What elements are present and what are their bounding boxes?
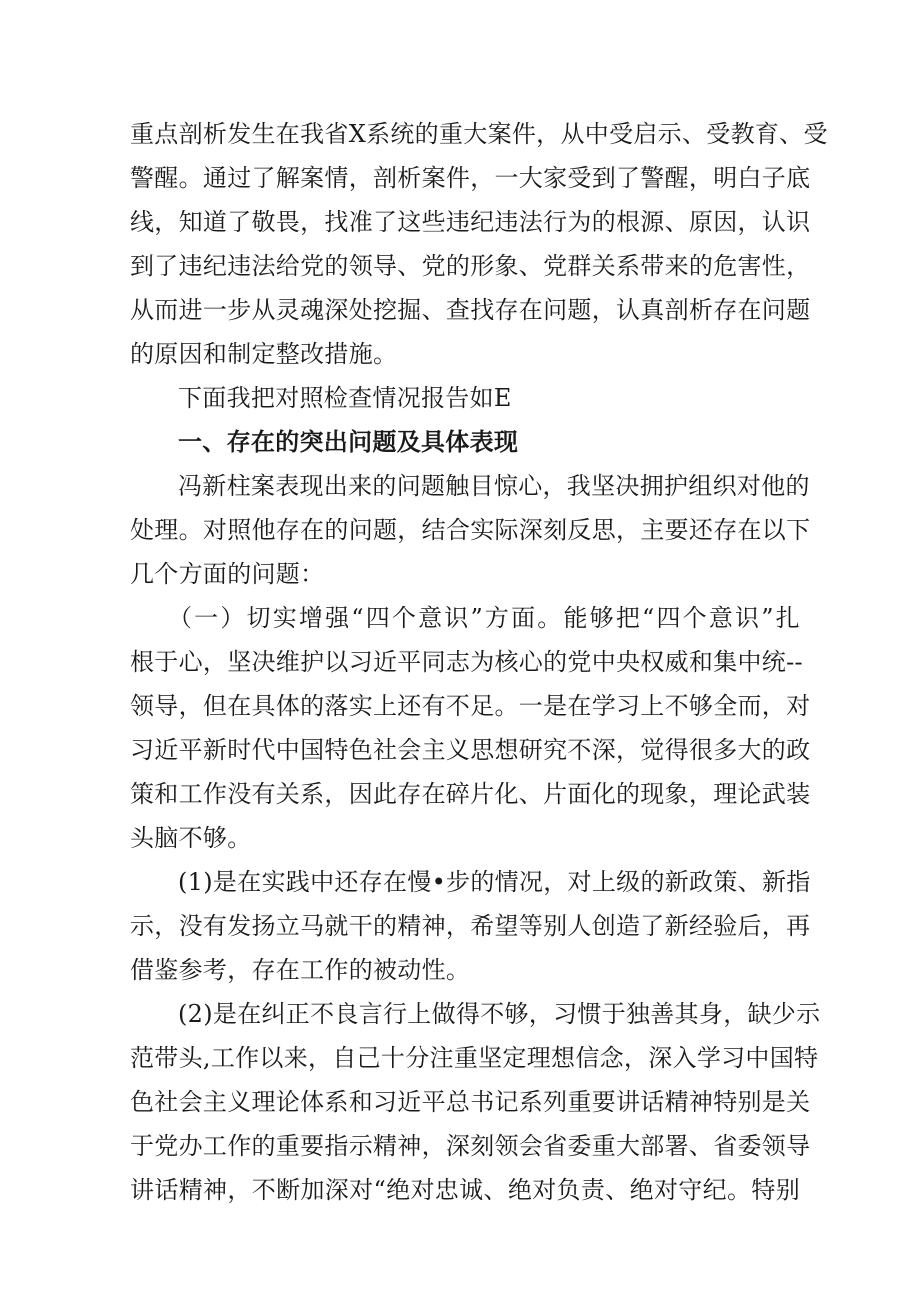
- numbered-item-line: (1)是在实践中还存在慢•步的情况，对上级的新政策、新指: [178, 868, 811, 896]
- paragraph-line: 冯新柱案表现出来的问题触目惊心，我坚决拥护组织对他的: [178, 472, 810, 500]
- paragraph-line: 讲话精神，不断加深对“绝对忠诚、绝对负责、绝对守纪。特别: [130, 1176, 800, 1204]
- paragraph-line: 借鉴参考，存在工作的被动性。: [130, 956, 471, 984]
- paragraph-line: 于党办工作的重要指示精神，深刻领会省委重大部署、省委领导: [130, 1132, 811, 1160]
- paragraph-line: 色社会主义理论体系和习近平总书记系列重要讲话精神特别是关: [130, 1088, 811, 1116]
- paragraph-line: 头脑不够。: [130, 824, 252, 852]
- paragraph-line: 下面我把对照检查情况报告如E: [178, 384, 512, 412]
- paragraph-line: 策和工作没有关系，因此存在碎片化、片面化的现象，理论武装: [130, 780, 811, 808]
- paragraph-line: 几个方面的问题：: [130, 560, 325, 588]
- paragraph-line: 领导，但在具体的落实上还有不足。一是在学习上不够全而，对: [130, 692, 811, 720]
- paragraph-line: 线，知道了敬畏，找准了这些违纪违法行为的根源、原因，认识: [130, 208, 811, 236]
- section-heading: 一、存在的突出问题及具体表现: [178, 427, 519, 456]
- paragraph-line: 的原因和制定整改措施。: [130, 340, 398, 368]
- paragraph-line: 范带头,工作以来，自己十分注重坚定理想信念，深入学习中国特: [130, 1044, 819, 1072]
- paragraph-line: 重点剖析发生在我省X系统的重大案件，从中受启示、受教育、受: [130, 120, 828, 148]
- paragraph-line: 处理。对照他存在的问题，结合实际深刻反思，主要还存在以下: [130, 516, 811, 544]
- paragraph-line: 从而进一步从灵魂深处挖掘、查找存在问题，认真剖析存在问题: [130, 296, 811, 324]
- subsection-line: （一）切实增强“四个意识”方面。能够把“四个意识”扎: [168, 604, 800, 632]
- paragraph-line: 示，没有发扬立马就干的精神，希望等别人创造了新经验后，再: [130, 912, 811, 940]
- paragraph-line: 根于心，坚决维护以习近平同志为核心的党中央权威和集中统--: [130, 648, 803, 676]
- paragraph-line: 警醒。通过了解案情，剖析案件，一大家受到了警醒，明白子底: [130, 164, 811, 192]
- paragraph-line: 习近平新时代中国特色社会主义思想研究不深，觉得很多大的政: [130, 736, 811, 764]
- numbered-item-line: (2)是在纠正不良言行上做得不够，习惯于独善其身，缺少示: [178, 1000, 821, 1028]
- paragraph-line: 到了违纪违法给党的领导、党的形象、党群关系带来的危害性，: [130, 252, 811, 280]
